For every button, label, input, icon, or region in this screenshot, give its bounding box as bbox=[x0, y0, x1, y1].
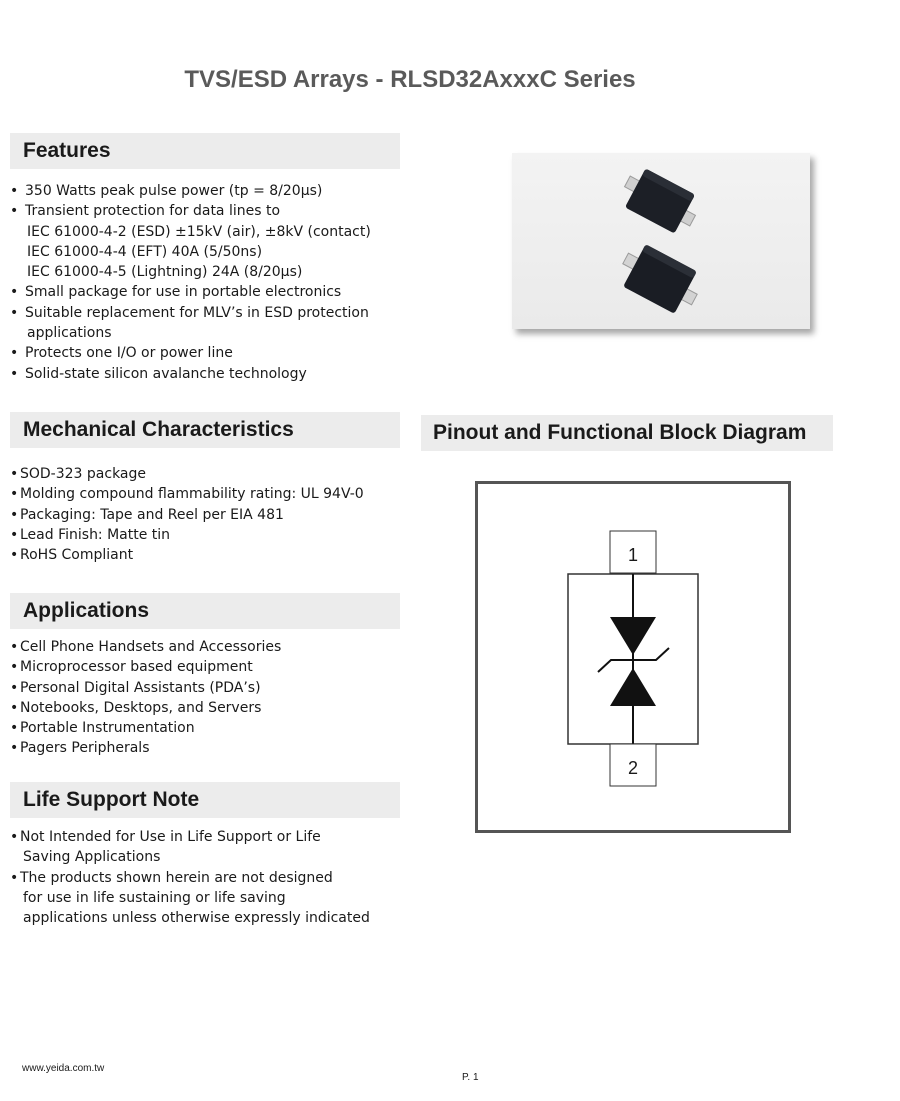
mechanical-item bbox=[10, 525, 410, 545]
feature-item bbox=[10, 364, 410, 384]
life-support-item bbox=[10, 868, 410, 929]
application-item-text: Notebooks, Desktops, and Servers bbox=[20, 699, 262, 716]
mechanical-item bbox=[10, 545, 410, 565]
life-support-heading: Life Support Note bbox=[10, 782, 400, 818]
pin-1-label: 1 bbox=[627, 545, 639, 565]
mechanical-item-text: Packaging: Tape and Reel per EIA 481 bbox=[20, 506, 284, 523]
mechanical-item-text: RoHS Compliant bbox=[20, 547, 134, 564]
product-photo bbox=[512, 153, 810, 329]
feature-item bbox=[10, 343, 410, 363]
sod323-chips-image bbox=[512, 153, 810, 329]
feature-item bbox=[10, 282, 410, 302]
feature-item-text: Small package for use in portable electronics bbox=[25, 284, 342, 301]
pinout-heading: Pinout and Functional Block Diagram bbox=[421, 415, 833, 451]
application-item bbox=[10, 738, 410, 758]
page-number: P. 1 bbox=[462, 1072, 479, 1083]
application-item bbox=[10, 698, 410, 718]
block-diagram bbox=[475, 481, 791, 833]
feature-item-subline: applications bbox=[27, 325, 112, 342]
life-support-item-subline: Saving Applications bbox=[23, 849, 161, 866]
mechanical-item bbox=[10, 464, 410, 484]
application-item bbox=[10, 718, 410, 738]
life-support-item bbox=[10, 827, 410, 868]
application-item bbox=[10, 678, 410, 698]
application-item bbox=[10, 637, 410, 657]
feature-item-text: Solid-state silicon avalanche technology bbox=[25, 365, 307, 382]
feature-item-text: Transient protection for data lines to bbox=[25, 203, 281, 220]
application-item-text: Personal Digital Assistants (PDA’s) bbox=[20, 679, 261, 696]
feature-item-text: 350 Watts peak pulse power (tp = 8/20µs) bbox=[25, 183, 323, 199]
tvs-diode-symbol bbox=[478, 484, 788, 830]
application-item-text: Microprocessor based equipment bbox=[20, 659, 253, 676]
feature-item-text: Protects one I/O or power line bbox=[25, 345, 233, 362]
feature-item-subline: IEC 61000-4-2 (ESD) ±15kV (air), ±8kV (contact) bbox=[27, 223, 371, 240]
feature-item-subline: IEC 61000-4-5 (Lightning) 24A (8/20µs) bbox=[27, 264, 303, 281]
application-item-text: Portable Instrumentation bbox=[20, 720, 195, 737]
life-support-item-subline: applications unless otherwise expressly indicated bbox=[23, 910, 370, 927]
application-item-text: Pagers Peripherals bbox=[20, 740, 150, 757]
mechanical-item-text: Molding compound flammability rating: UL 94V-0 bbox=[20, 486, 364, 503]
mechanical-item bbox=[10, 484, 410, 504]
mechanical-item bbox=[10, 505, 410, 525]
application-item bbox=[10, 657, 410, 677]
page-title: TVS/ESD Arrays - RLSD32AxxxC Series bbox=[184, 66, 636, 93]
mechanical-list bbox=[10, 464, 410, 565]
feature-item bbox=[10, 181, 410, 201]
feature-item bbox=[10, 303, 410, 344]
pin-2-label: 2 bbox=[627, 758, 639, 778]
applications-list bbox=[10, 637, 410, 759]
application-item-text: Cell Phone Handsets and Accessories bbox=[20, 639, 282, 655]
mechanical-item-text: Lead Finish: Matte tin bbox=[20, 526, 171, 543]
features-heading: Features bbox=[10, 133, 400, 169]
feature-item bbox=[10, 201, 410, 282]
footer-url: www.yeida.com.tw bbox=[22, 1063, 105, 1074]
applications-heading: Applications bbox=[10, 593, 400, 629]
mechanical-item-text: SOD-323 package bbox=[20, 466, 147, 482]
life-support-item-text: The products shown herein are not designed bbox=[20, 869, 333, 886]
feature-item-subline: IEC 61000-4-4 (EFT) 40A (5/50ns) bbox=[27, 243, 263, 260]
feature-item-text: Suitable replacement for MLV’s in ESD protection bbox=[25, 304, 369, 321]
life-support-item-subline: for use in life sustaining or life saving bbox=[23, 889, 286, 906]
mechanical-heading: Mechanical Characteristics bbox=[10, 412, 400, 448]
life-support-item-text: Not Intended for Use in Life Support or Life bbox=[20, 829, 321, 845]
features-list bbox=[10, 181, 410, 384]
life-support-list bbox=[10, 827, 410, 928]
